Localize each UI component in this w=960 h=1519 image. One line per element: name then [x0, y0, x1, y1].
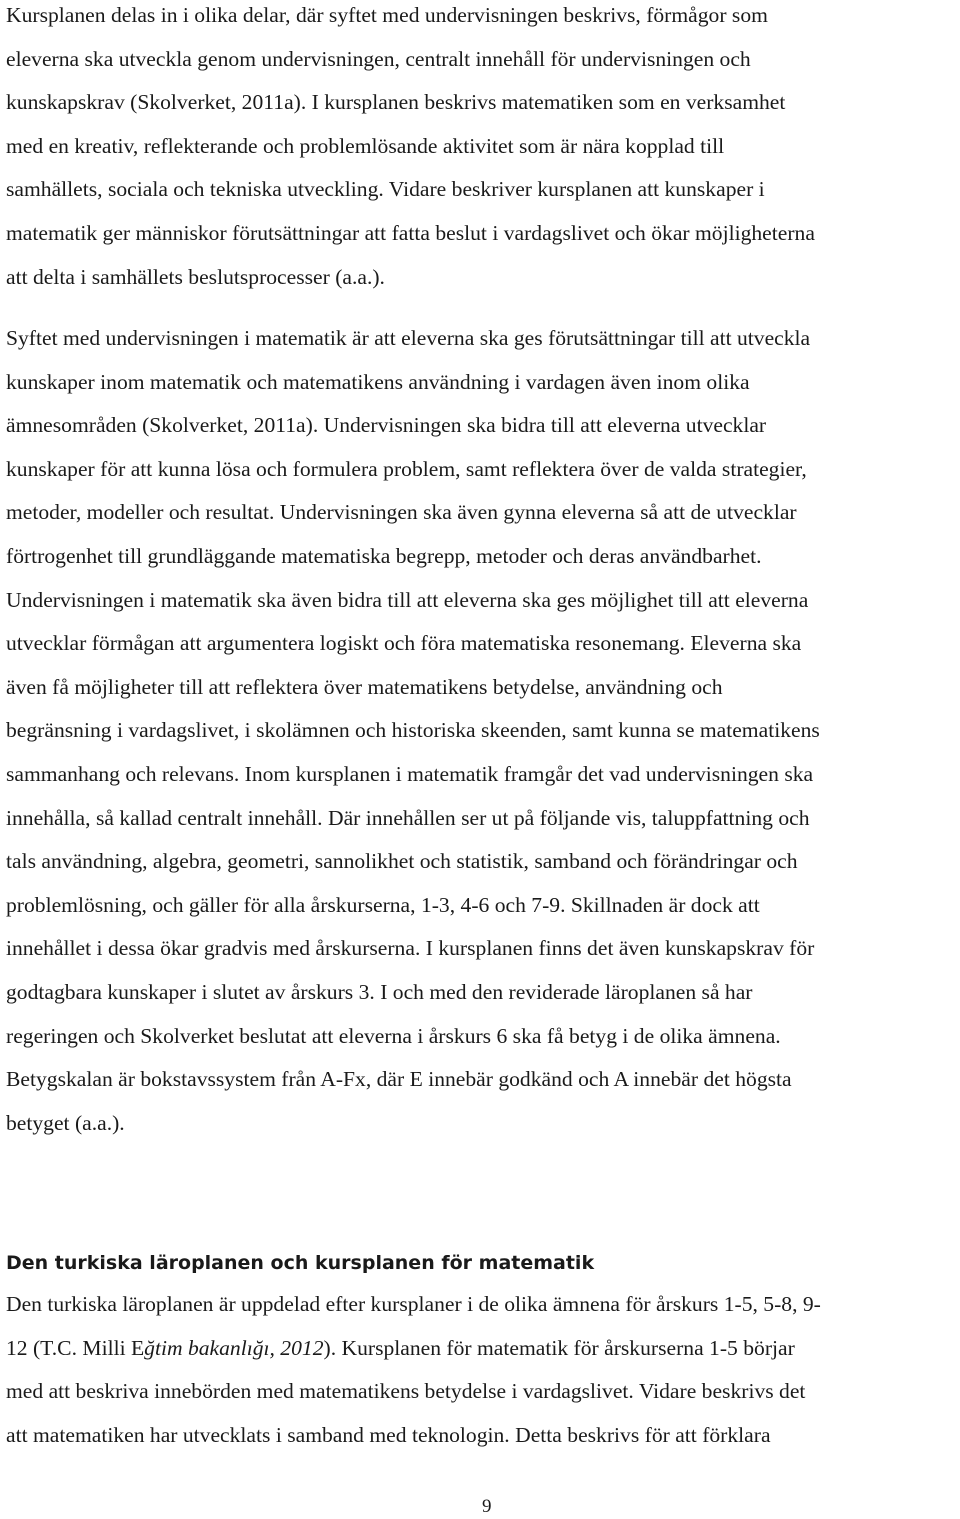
text-line: begränsning i vardagslivet, i skolämnen och historiska skeenden, samt kunna se matematikens — [6, 718, 820, 743]
text-line: eleverna ska utveckla genom undervisningen, centralt innehåll för undervisningen och — [6, 46, 751, 71]
text-line: med en kreativ, reflekterande och problemlösande aktivitet som är nära kopplad till — [6, 133, 725, 158]
text-line: samhällets, sociala och tekniska utveckling. Vidare beskriver kursplanen att kunskaper i — [6, 177, 765, 202]
paragraph-turkiska-laroplanen — [6, 1283, 821, 1457]
text-line: att matematiken har utvecklats i samband med teknologin. Detta beskrivs för att förklara — [6, 1422, 771, 1447]
text-line: sammanhang och relevans. Inom kursplanen i matematik framgår det vad undervisningen ska — [6, 761, 814, 786]
text-line: innehållet i dessa ökar gradvis med årskurserna. I kursplanen finns det även kunskapskrav för — [6, 936, 815, 961]
text-line: kunskapskrav (Skolverket, 2011a). I kursplanen beskrivs matematiken som en verksamhet — [6, 90, 786, 115]
text-line — [6, 1327, 821, 1371]
text-line: regeringen och Skolverket beslutat att eleverna i årskurs 6 ska få betyg i de olika ämnena. — [6, 1023, 781, 1048]
text-line: kunskaper inom matematik och matematikens användning i vardagen även inom olika — [6, 369, 750, 394]
text-line: metoder, modeller och resultat. Undervisningen ska även gynna eleverna så att de utvecklar — [6, 500, 797, 525]
section-heading: Den turkiska läroplanen och kursplanen för matematik — [6, 1252, 595, 1274]
paragraph-kursplanen — [6, 0, 815, 299]
text-line: Den turkiska läroplanen är uppdelad efter kursplaner i de olika ämnena för årskurs 1-5, 5-8, 9- — [6, 1292, 821, 1316]
text-line: Betygskalan är bokstavssystem från A-Fx, där E innebär godkänd och A innebär det högsta — [6, 1067, 792, 1092]
text-line: Syftet med undervisningen i matematik är att eleverna ska ges förutsättningar till att utveckla — [6, 326, 811, 350]
text-line: problemlösning, och gäller för alla årskurserna, 1-3, 4-6 och 7-9. Skillnaden är dock att — [6, 892, 760, 917]
text-line: Undervisningen i matematik ska även bidra till att eleverna ska ges möjlighet till att eleverna — [6, 587, 809, 612]
text-line: innehålla, så kallad centralt innehåll. Där innehållen ser ut på följande vis, taluppfattning och — [6, 805, 810, 830]
text-line: Kursplanen delas in i olika delar, där syftet med undervisningen beskrivs, förmågor som — [6, 3, 768, 27]
text-line: godtagbara kunskaper i slutet av årskurs 3. I och med den reviderade läroplanen så har — [6, 979, 753, 1004]
text-line: utvecklar förmågan att argumentera logiskt och föra matematiska resonemang. Eleverna ska — [6, 631, 802, 656]
paragraph-syftet — [6, 317, 820, 1145]
text-segment: ). Kursplanen för matematik för årskurserna 1-5 börjar — [323, 1335, 795, 1360]
text-line: att delta i samhällets beslutsprocesser (a.a.). — [6, 264, 385, 289]
text-line: även få möjligheter till att reflektera över matematikens betydelse, användning och — [6, 674, 723, 699]
text-line: matematik ger människor förutsättningar att fatta beslut i vardagslivet och ökar möjligheterna — [6, 220, 815, 245]
text-line: förtrogenhet till grundläggande matematiska begrepp, metoder och deras användbarhet. — [6, 543, 762, 568]
page-number: 9 — [482, 1496, 492, 1517]
italic-citation: ğtim bakanlığı, 2012 — [144, 1335, 324, 1360]
text-line: betyget (a.a.). — [6, 1110, 125, 1135]
text-line: tals användning, algebra, geometri, sannolikhet och statistik, samband och förändringar och — [6, 849, 798, 874]
text-line: med att beskriva innebörden med matematikens betydelse i vardagslivet. Vidare beskrivs det — [6, 1379, 806, 1404]
text-line: ämnesområden (Skolverket, 2011a). Undervisningen ska bidra till att eleverna utvecklar — [6, 413, 767, 438]
text-line: kunskaper för att kunna lösa och formulera problem, samt reflektera över de valda strategier, — [6, 456, 807, 481]
text-segment: 12 (T.C. Milli E — [6, 1335, 145, 1360]
